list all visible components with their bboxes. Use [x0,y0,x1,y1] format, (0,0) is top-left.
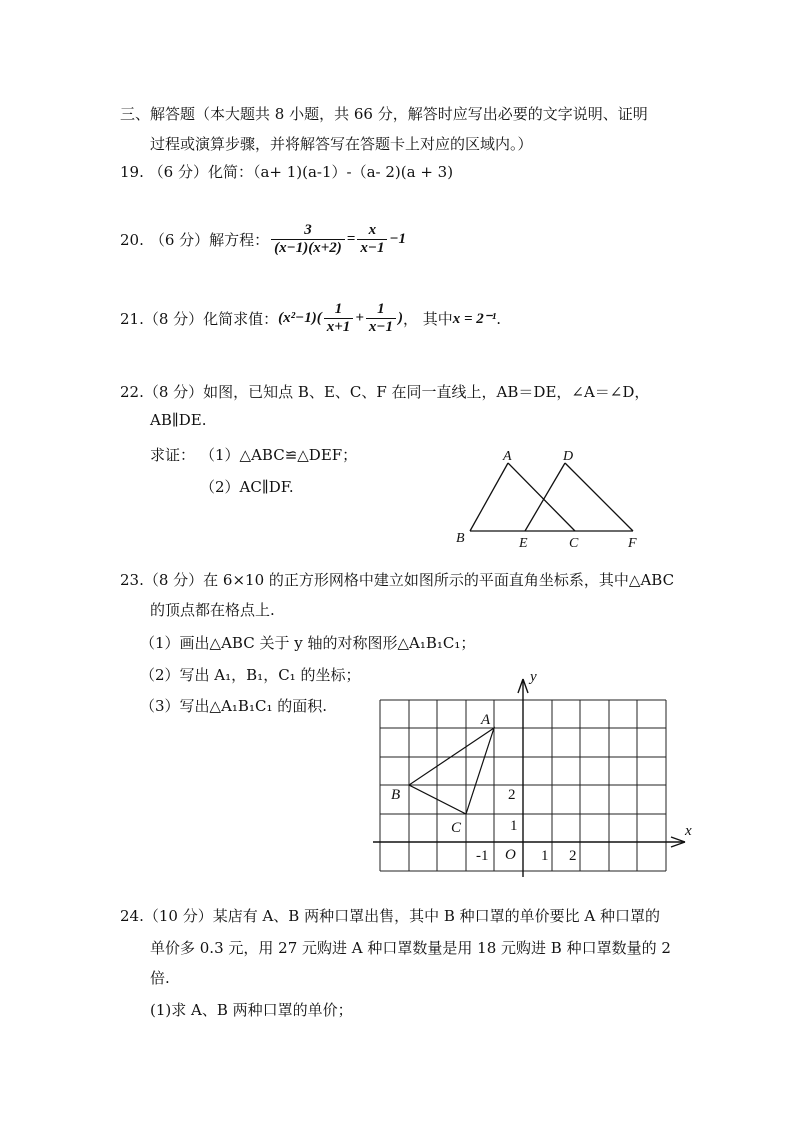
proof-label: 求证： [150,446,196,464]
question-22-line2: AB∥DE. [150,411,207,429]
section-heading-line2: 过程或演算步骤，并将解答写在答题卡上对应的区域内。） [150,135,533,153]
given-value: x = 2⁻¹ [452,311,497,327]
question-23-line2: 的顶点都在格点上. [150,601,275,619]
plus-sign: + [355,310,364,326]
fraction-2 [357,222,387,257]
question-24-line2: 单价多 0.3 元，用 27 元购进 A 种口罩数量是用 18 元购进 B 种口罩数量的 2 [150,939,671,957]
label-b: B [456,531,465,546]
question-23-part-3: （3）写出△A₁B₁C₁ 的面积. [140,697,327,715]
question-23-part-1: （1）画出△ABC 关于 y 轴的对称图形△A₁B₁C₁； [140,634,476,652]
label-e: E [519,536,528,551]
fraction-1 [271,222,345,257]
where-label: ， 其中 [402,310,453,328]
period: . [496,309,501,328]
section-heading-line1: 三、解答题（本大题共 8 小题，共 66 分，解答时应写出必要的文字说明、证明 [120,105,648,123]
question-prefix: （8 分）化简求值： [143,310,279,328]
fraction-2 [366,301,396,336]
factor-expression: (x²−1)( [278,310,322,326]
question-22-line1: 22.（8 分）如图，已知点 B、E、C、F 在同一直线上，AB＝DE，∠A＝∠D， [120,383,650,401]
fraction-numerator: x [368,222,377,238]
proof-part-2: （2）AC∥DF. [200,478,294,496]
triangle-figure [445,440,655,555]
coordinate-grid [365,665,700,880]
question-prefix: （6 分）解方程： [149,231,270,249]
question-21 [120,301,501,336]
fraction-denominator: x−1 [366,318,396,336]
segment-ac [508,463,575,531]
vertex-b-label: B [391,787,401,803]
question-24-part-1: (1)求 A、B 两种口罩的单价； [150,1001,353,1019]
tick-y-2: 2 [508,787,516,803]
question-number: 19. [120,163,144,181]
minus-one: −1 [389,231,407,247]
fraction-denominator: x+1 [324,318,354,336]
fraction-numerator: 1 [377,301,385,317]
fraction-1 [324,301,354,336]
tick-x-1: 1 [541,848,549,864]
vertex-c-label: C [451,820,462,836]
segment-ed [525,463,565,531]
triangle-abc [409,728,494,814]
question-19 [120,161,453,182]
segment-ab [470,463,508,531]
close-paren: ) [397,310,403,326]
tick-x-neg1: -1 [476,848,489,864]
tick-y-1: 1 [510,818,518,834]
proof-part-1: （1）△ABC≌△DEF； [200,446,358,464]
vertex-a-label: A [481,712,491,728]
question-23-part-2: （2）写出 A₁，B₁，C₁ 的坐标； [140,666,361,684]
label-d: D [563,449,574,464]
y-axis-label: y [530,669,537,685]
question-text: （6 分）化简：（a+ 1)(a-1）-（a- 2)(a + 3) [148,163,454,181]
origin-label: O [505,847,516,863]
label-c: C [569,536,579,551]
question-23-line1: 23.（8 分）在 6×10 的正方形网格中建立如图所示的平面直角坐标系，其中△ABC [120,571,675,589]
segment-df [565,463,633,531]
fraction-numerator: 1 [334,301,343,317]
question-24-line1: 24.（10 分）某店有 A、B 两种口罩出售，其中 B 种口罩的单价要比 A 种口罩的 [120,907,661,925]
fraction-denominator: (x−1)(x+2) [271,239,345,257]
question-20 [120,222,406,257]
label-f: F [628,536,637,551]
fraction-numerator: 3 [304,222,312,238]
question-number: 20. [120,230,144,249]
question-24-line3: 倍. [150,969,170,987]
x-axis-label: x [685,823,692,839]
question-number: 21. [120,309,144,328]
fraction-denominator: x−1 [357,239,387,257]
equals-sign: = [346,231,356,247]
tick-x-2: 2 [569,848,577,864]
label-a: A [503,449,512,464]
